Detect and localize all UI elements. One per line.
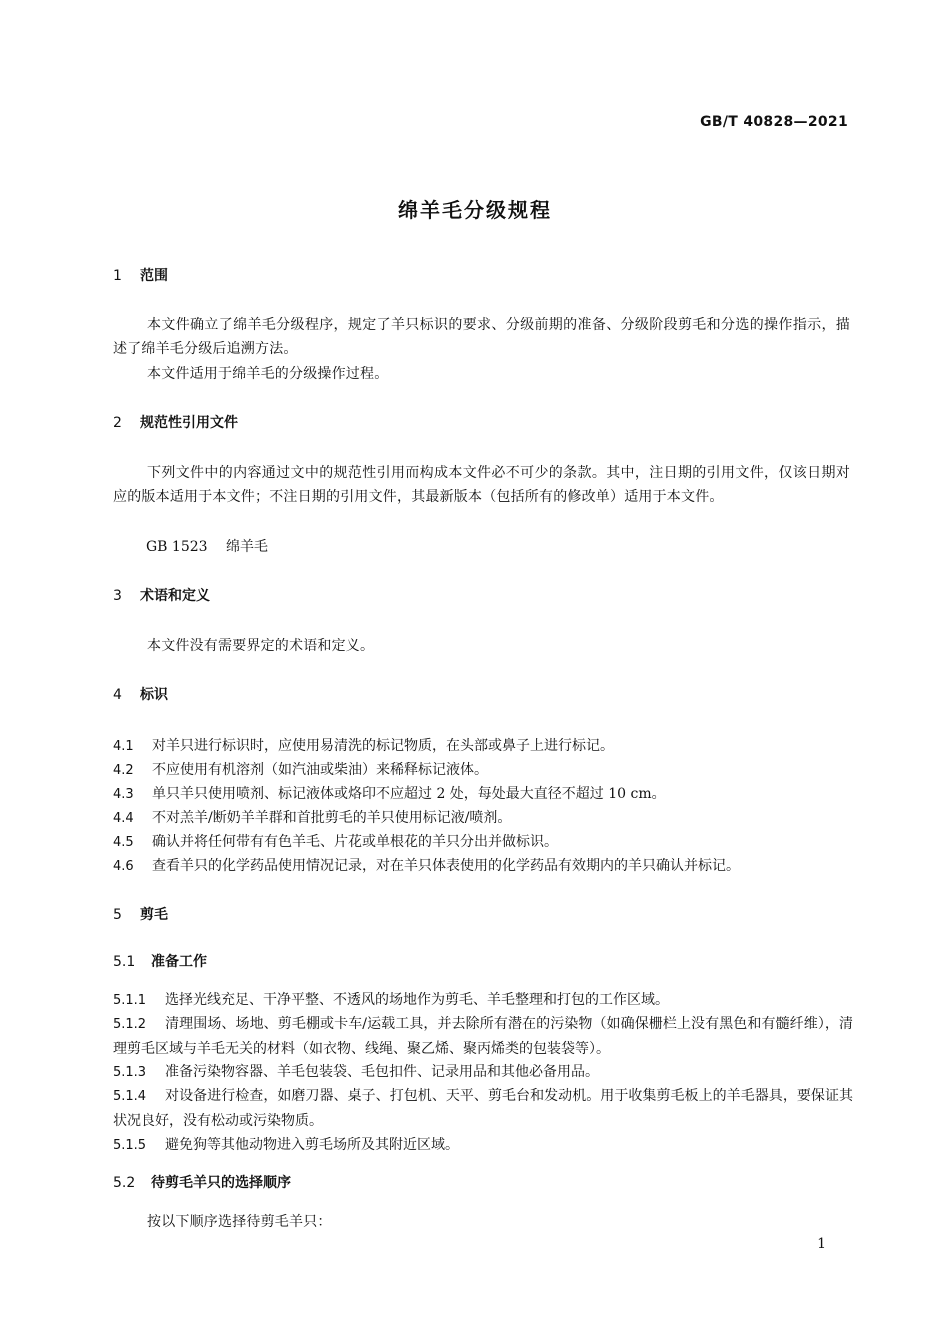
section-title: 规范性引用文件	[140, 415, 238, 431]
section-title: 术语和定义	[140, 588, 210, 604]
clause-number: 4.5	[113, 835, 134, 850]
clause-4-2	[113, 758, 853, 783]
subsection-number: 5.2	[113, 1175, 136, 1191]
clause-text: 选择光线充足、干净平整、不透风的场地作为剪毛、羊毛整理和打包的工作区域。	[165, 992, 669, 1008]
section-title: 剪毛	[140, 907, 168, 923]
clause-number: 4.6	[113, 859, 134, 874]
clause-text: 确认并将任何带有有色羊毛、片花或单根花的羊只分出并做标识。	[152, 834, 558, 850]
clause-number: 4.1	[113, 739, 134, 754]
clause-text: 准备污染物容器、羊毛包装袋、毛包扣件、记录用品和其他必备用品。	[165, 1064, 599, 1080]
section-title: 范围	[140, 268, 168, 284]
clause-4-3	[113, 782, 853, 807]
clause-5-1-1	[113, 988, 853, 1013]
clause-text: 对设备进行检查，如磨刀器、桌子、打包机、天平、剪毛台和发动机。用于收集剪毛板上的羊毛器具，要保证其状况良好，没有松动或污染物质。	[113, 1088, 853, 1129]
page-number: 1	[817, 1236, 826, 1252]
section-number: 2	[113, 415, 122, 431]
clause-5-1-4	[113, 1084, 853, 1133]
clause-5-1-5	[113, 1133, 853, 1158]
subsection-title: 待剪毛羊只的选择顺序	[151, 1175, 291, 1191]
clause-4-1	[113, 734, 853, 759]
section-number: 3	[113, 588, 122, 604]
clause-number: 5.1.5	[113, 1138, 147, 1153]
clause-4-5	[113, 830, 853, 855]
normative-references-paragraph: 下列文件中的内容通过文中的规范性引用而构成本文件必不可少的条款。其中，注日期的引用文件，仅该日期对应的版本适用于本文件；不注日期的引用文件，其最新版本（包括所有的修改单）适用于本文件。	[113, 465, 850, 505]
section-heading-scope	[113, 266, 168, 286]
clause-4-6	[113, 854, 853, 879]
clause-number: 5.1.1	[113, 993, 147, 1008]
scope-paragraph-1: 本文件确立了绵羊毛分级程序，规定了羊只标识的要求、分级前期的准备、分级阶段剪毛和分选的操作指示，描述了绵羊毛分级后追溯方法。	[113, 317, 850, 357]
section-heading-identification	[113, 685, 168, 705]
reference-entry	[146, 535, 268, 559]
clause-text: 不对羔羊/断奶羊羊群和首批剪毛的羊只使用标记液/喷剂。	[152, 810, 512, 826]
subsection-heading-selection-order	[113, 1173, 291, 1193]
subsection-number: 5.1	[113, 954, 136, 970]
reference-code: GB 1523	[146, 539, 208, 555]
clause-number: 4.4	[113, 811, 134, 826]
section-number: 1	[113, 268, 122, 284]
selection-order-paragraph: 按以下顺序选择待剪毛羊只：	[147, 1214, 332, 1230]
section-heading-shearing	[113, 905, 168, 925]
clause-4-4	[113, 806, 853, 831]
subsection-title: 准备工作	[151, 954, 207, 970]
section-heading-normative-references	[113, 413, 238, 433]
clause-text: 查看羊只的化学药品使用情况记录，对在羊只体表使用的化学药品有效期内的羊只确认并标记。	[152, 858, 740, 874]
reference-title: 绵羊毛	[226, 539, 268, 555]
clause-text: 不应使用有机溶剂（如汽油或柴油）来稀释标记液体。	[152, 762, 488, 778]
clause-number: 5.1.3	[113, 1065, 147, 1080]
clause-text: 单只羊只使用喷剂、标记液体或烙印不应超过 2 处，每处最大直径不超过 10 cm。	[152, 786, 666, 802]
section-number: 5	[113, 907, 122, 923]
clause-5-1-2	[113, 1012, 853, 1061]
clause-number: 5.1.4	[113, 1089, 147, 1104]
clause-5-1-3	[113, 1060, 853, 1085]
clause-text: 清理围场、场地、剪毛棚或卡车/运载工具，并去除所有潜在的污染物（如确保栅栏上没有黑色和有髓纤维），清理剪毛区域与羊毛无关的材料（如衣物、线绳、聚乙烯、聚丙烯类的包装袋等）。	[113, 1016, 853, 1057]
section-number: 4	[113, 687, 122, 703]
scope-paragraph-2: 本文件适用于绵羊毛的分级操作过程。	[147, 366, 389, 382]
clause-text: 避免狗等其他动物进入剪毛场所及其附近区域。	[165, 1137, 459, 1153]
section-heading-terms	[113, 586, 210, 606]
section-title: 标识	[140, 687, 168, 703]
clause-number: 4.3	[113, 787, 134, 802]
clause-number: 4.2	[113, 763, 134, 778]
clause-number: 5.1.2	[113, 1017, 147, 1032]
document-title: 绵羊毛分级规程	[398, 198, 552, 222]
standard-number: GB/T 40828—2021	[700, 114, 848, 130]
clause-text: 对羊只进行标识时，应使用易清洗的标记物质，在头部或鼻子上进行标记。	[152, 738, 614, 754]
terms-paragraph: 本文件没有需要界定的术语和定义。	[147, 638, 375, 654]
subsection-heading-preparation	[113, 952, 207, 972]
